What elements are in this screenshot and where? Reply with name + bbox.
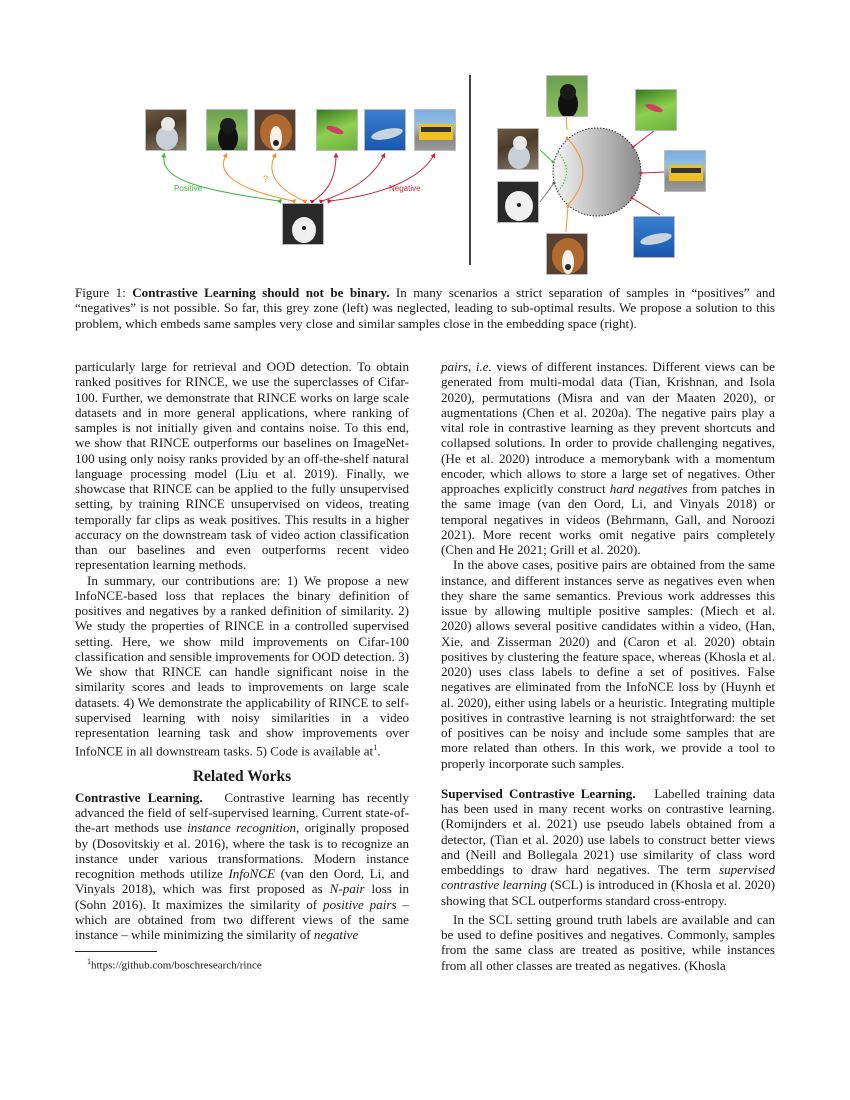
text: , originally proposed by (Dosovitskiy et al. 2016), where the task is to recognize an instance under various transformations. Modern instance recognition methods utilize	[75, 820, 409, 882]
emphasis: i.e.	[475, 359, 492, 374]
text: (SCL) is introduced in (Khosla et al. 2020) showing that SCL outperforms standard cross-entropy.	[441, 877, 775, 908]
text: Contrastive learning has recently advanced the field of self-supervised learning. Current state-of-the-art methods use	[75, 789, 413, 836]
period: .	[377, 743, 381, 759]
right-column	[441, 359, 779, 973]
negative-label: Negative	[389, 184, 421, 193]
footnote-link[interactable]: https://github.com/boschresearch/rince	[91, 960, 262, 973]
paragraph: In the above cases, positive pairs are obtained from the same instance, and different instances serve as negatives even when they share the same semantics. Previous work addresses this issue by allowing multiple positive samples: (Miech et al. 2020) allows several positive candidates within a video, (Han, Xie, and Zisserman 2020) and (Caron et al. 2020) obtain positives by clustering the feature space, whereas (Khosla et al. 2020) uses class labels to define a set of positives. False negatives are eliminated from the InfoNCE loss by (Huynh et al. 2020), either using labels or a heuristic. Integrating multiple positives in contrastive learning is not straightforward: the set of positives can be noisy and include some samples that are more related than others. In this work, we provide a tool to properly incorporate such samples.	[441, 557, 775, 771]
right-shark-image	[633, 216, 675, 258]
contributions-text: In summary, our contributions are: 1) We propose a new InfoNCE-based loss that replaces the binary definition of positives and negatives by a ranked definition of similarity. 2) We study the properties of RINCE in a controlled supervised setting. Here, we show mild improvements on Cifar-100 classification and sensible improvements for OOD detection. 3) We show that RINCE can handle significant noise in the similarity scores and leads to improvements on large scale datasets. 4) We demonstrate the applicability of RINCE to self-supervised learning with noisy similarities in a video representation learning task and show improvements over InfoNCE in all downstream tasks. 5) Code is available at	[75, 572, 409, 759]
right-school-bus-image	[664, 150, 706, 192]
footnote-rule	[75, 951, 157, 952]
footnote-mark: 1	[87, 957, 91, 967]
paragraph: particularly large for retrieval and OOD detection. To obtain ranked positives for RINCE, we use the superclasses of Cifar-100. Further, we demonstrate that RINCE works on large scale datasets and in more general applications, where ranking of samples is not initially given and contains noise. To this end, we show that RINCE outperforms our baselines on ImageNet-100 using only noisy ranks provided by an off-the-shelf natural language processing model (Liu et al. 2019). Finally, we showcase that RINCE can be applied to the fully unsupervised setting, by training RINCE unsupervised on videos, treating temporally far clips as weak positives. This results in a higher accuracy on the downstream task of video action classification than our baselines and even outperforms recent video representation learning methods.	[75, 359, 409, 573]
right-westie-anchor-image	[497, 181, 539, 223]
footnote-ref[interactable]: 1	[373, 743, 378, 753]
emphasis: InfoNCE	[228, 866, 275, 882]
positive-label: Positive	[174, 184, 203, 193]
black-dog-image	[206, 109, 248, 151]
text: views of different instances. Different views can be generated from multi-modal data (Tian, Krishnan, and Isola 2020), permutations (Misra and van der Maaten 2020), or augmentations (Chen et al. 2020a). The negative pairs play a vital role in contrastive learning as they prevent shortcuts and collapsed solutions. In order to provide challenging negatives, (He et al. 2020) introduce a memorybank with a momentum encoder, which allows to store a large set of negatives. Other approaches explicitly construct	[441, 359, 775, 496]
paragraph: In the SCL setting ground truth labels are available and can be used to define positives and negatives. Commonly, samples from the same class are treated as positive, while instances from all other classes are treated as negatives. (Khosla	[441, 911, 775, 973]
runin-heading: Supervised Contrastive Learning.	[441, 785, 636, 801]
right-westie-sitting-image	[497, 128, 539, 170]
emphasis: N-pair	[329, 881, 365, 897]
text: Labelled training data has been used in many recent works on contrastive learning. (Romijnders et al. 2021) use pseudo labels obtained from a detector, (Tian et al. 2020) use labels to construct better views and (Neill and Bollegala 2021) use similarity of class word embeddings to draw hard negatives. The term	[441, 785, 779, 877]
caption-label: Figure 1:	[75, 285, 126, 300]
contrastive-learning-paragraph	[75, 789, 413, 943]
emphasis: positive pairs	[323, 896, 397, 912]
caption-title: Contrastive Learning should not be binary.	[132, 285, 390, 300]
westie-anchor-image	[282, 203, 324, 245]
right-beagle-image	[546, 233, 588, 275]
emphasis: negative	[313, 927, 359, 943]
emphasis: hard negatives	[609, 481, 688, 496]
text: from patches in the same image (van den Oord, Li, and Vinyals 2018) or temporal negatives in videos (Behrmann, Gall, and Noroozi 2021). More recent works omit negative pairs completely (Chen and He 2021; Grill et al. 2020).	[441, 481, 775, 557]
westie-sitting-image	[145, 109, 187, 151]
text: loss in (Sohn 2016). It maximizes the similarity of	[75, 881, 410, 912]
text: – which are obtained from two different views of the same instance – while minimizing the similarity of	[75, 896, 409, 943]
runin-heading: Contrastive Learning.	[75, 789, 203, 805]
footnote	[75, 955, 409, 973]
right-black-dog-image	[546, 75, 588, 117]
uncertain-label: ?	[263, 174, 269, 184]
caption-text: In many scenarios a strict separation of samples in “positives” and “negatives” is not possible. So far, this grey zone (left) was neglected, leading to sub-optimal results. We propose a solution to this problem, which embeds same samples very close and similar samples close in the embedding space (right).	[75, 285, 775, 331]
right-leafhopper-bug-image	[635, 89, 677, 131]
figure-caption	[75, 285, 775, 331]
emphasis: pairs	[441, 359, 468, 374]
leafhopper-bug-image	[316, 109, 358, 151]
emphasis: supervised contrastive learning	[441, 862, 775, 893]
shark-image	[364, 109, 406, 151]
paragraph	[441, 359, 775, 557]
section-title-related-works: Related Works	[192, 767, 292, 785]
text: (van den Oord, Li, and Vinyals 2018), which was first proposed as	[75, 866, 410, 897]
contributions-paragraph	[75, 573, 409, 759]
supervised-contrastive-learning-paragraph	[441, 785, 779, 908]
beagle-image	[254, 109, 296, 151]
emphasis: instance recognition	[187, 820, 297, 836]
text: ,	[467, 359, 476, 374]
school-bus-image	[414, 109, 456, 151]
left-column	[75, 359, 413, 973]
